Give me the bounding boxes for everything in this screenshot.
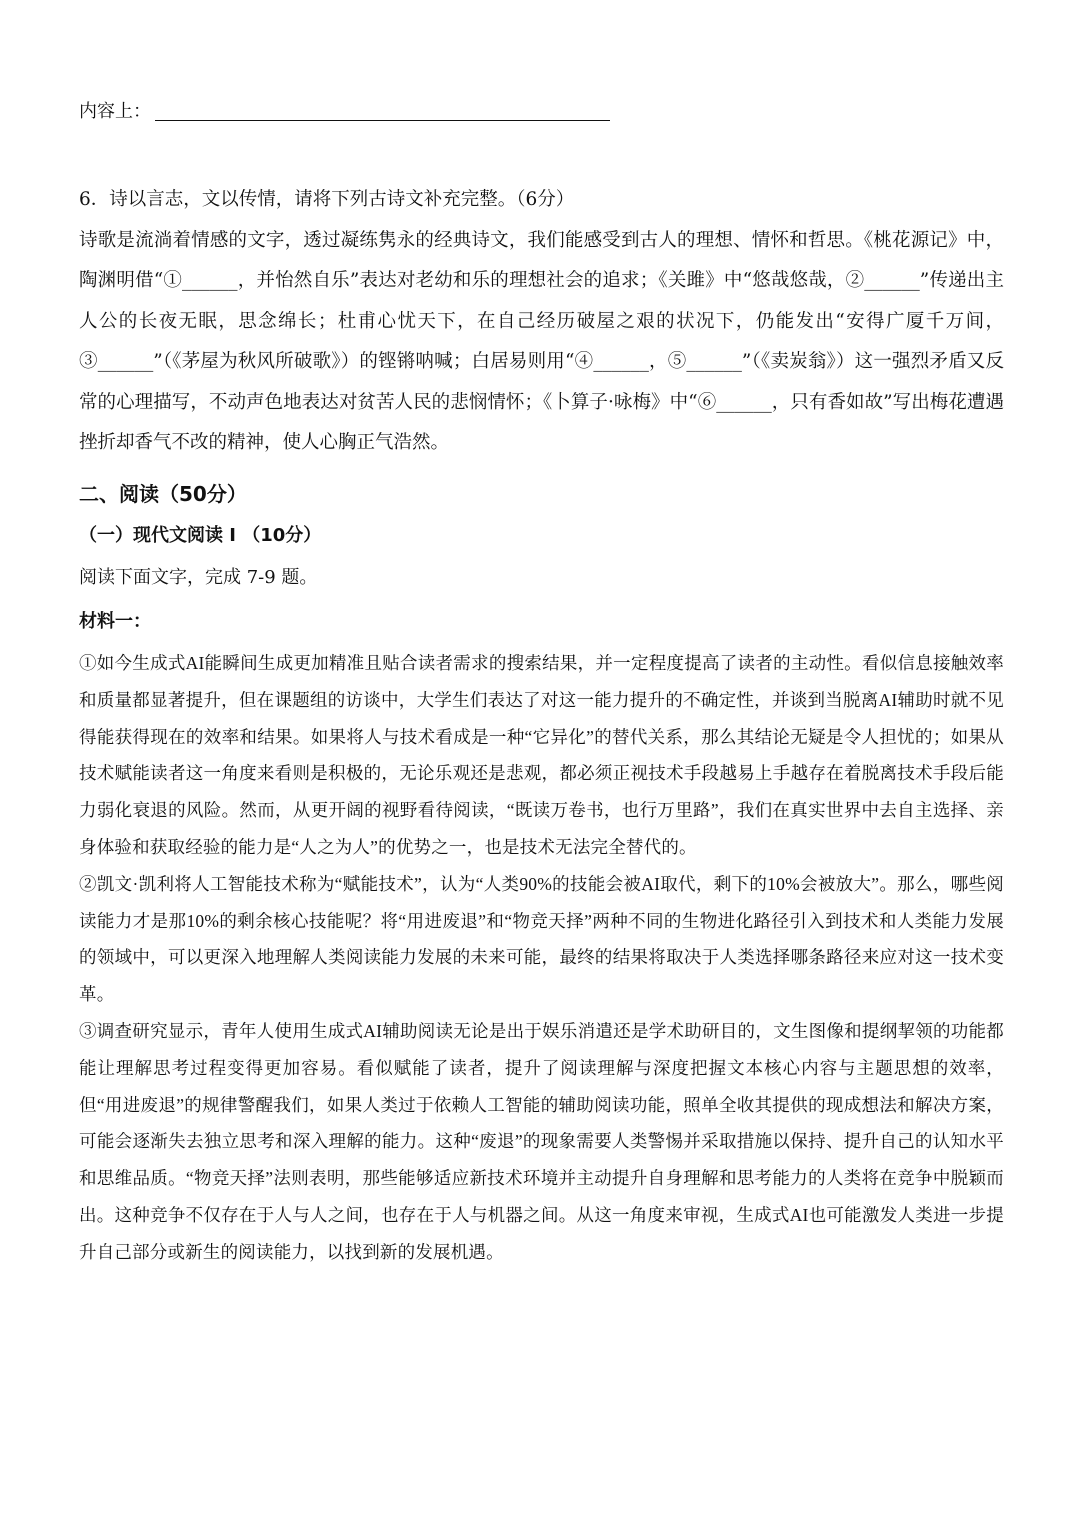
- passage-paragraph-3: ③调查研究显示，青年人使用生成式AI辅助阅读无论是出于娱乐消遣还是学术助研目的，文生图像和提纲挈领的功能都能让理解思考过程变得更加容易。看似赋能了读者，提升了阅读理解与深度把握文本核心内容与主题思想的效率，但“用进废退”的规律警醒我们，如果人类过于依赖人工智能的辅助阅读功能，照单全收其提供的现成想法和解决方案，可能会逐渐失去独立思考和深入理解的能力。这种“废退”的现象需要人类警惕并采取措施以保持、提升自己的认知水平和思维品质。“物竞天择”法则表明，那些能够适应新技术环境并主动提升自身理解和思考能力的人类将在竞争中脱颖而出。这种竞争不仅存在于人与人之间，也存在于人与机器之间。从这一角度来审视，生成式AI也可能激发人类进一步提升自己部分或新生的阅读能力，以找到新的发展机遇。: [79, 1020, 1004, 1262]
- section-title: 二、阅读（50分）: [79, 482, 247, 506]
- question-6: [79, 180, 1004, 464]
- content-answer-line: [79, 96, 610, 128]
- answer-blank[interactable]: [155, 100, 610, 121]
- instruction-text: 阅读下面文字，完成 7-9 题。: [79, 567, 318, 588]
- material-title: 材料一：: [79, 611, 151, 632]
- passage-paragraph-2: ②凯文·凯利将人工智能技术称为“赋能技术”，认为“人类90%的技能会被AI取代，剩下的10%会被放大”。那么，哪些阅读能力才是那10%的剩余核心技能呢？将“用进废退”和“物竞天择”两种不同的生物进化路径引入到技术和人类能力发展的领域中，可以更深入地理解人类阅读能力发展的未来可能，最终的结果将取决于人类选择哪条路径来应对这一技术变革。: [79, 873, 1004, 1005]
- content-label: 内容上：: [79, 101, 151, 122]
- passage-paragraph-1: ①如今生成式AI能瞬间生成更加精准且贴合读者需求的搜索结果，并一定程度提高了读者的主动性。看似信息接触效率和质量都显著提升，但在课题组的访谈中，大学生们表达了对这一能力提升的不确定性，并谈到当脱离AI辅助时就不见得能获得现在的效率和结果。如果将人与技术看成是一种“它异化”的替代关系，那么其结论无疑是令人担忧的；如果从技术赋能读者这一角度来看则是积极的，无论乐观还是悲观，都必须正视技术手段越易上手越存在着脱离技术手段后能力弱化衰退的风险。然而，从更开阔的视野看待阅读，“既读万卷书，也行万里路”，我们在真实世界中去自主选择、亲身体验和获取经验的能力是“人之为人”的优势之一，也是技术无法完全替代的。: [79, 653, 1004, 857]
- subsection-title: （一）现代文阅读 I （10分）: [79, 525, 322, 546]
- reading-passage: [79, 645, 1004, 1271]
- question-6-stem: 6．诗以言志，文以传情，请将下列古诗文补充完整。（6分）: [79, 189, 575, 210]
- question-6-body: 诗歌是流淌着情感的文字，透过凝练隽永的经典诗文，我们能感受到古人的理想、情怀和哲思。《桃花源记》中，陶渊明借“①______，并怡然自乐”表达对老幼和乐的理想社会的追求；《关雎》中“悠哉悠哉，②______”传递出主人公的长夜无眠，思念绵长；杜甫心忧天下，在自己经历破屋之艰的状况下，仍能发出“安得广厦千万间，③______”（《茅屋为秋风所破歌》）的铿锵呐喊；白居易则用“④______，⑤______”（《卖炭翁》）这一强烈矛盾又反常的心理描写，不动声色地表达对贫苦人民的悲悯情怀；《卜算子·咏梅》中“⑥______，只有香如故”写出梅花遭遇挫折却香气不改的精神，使人心胸正气浩然。: [79, 229, 1004, 453]
